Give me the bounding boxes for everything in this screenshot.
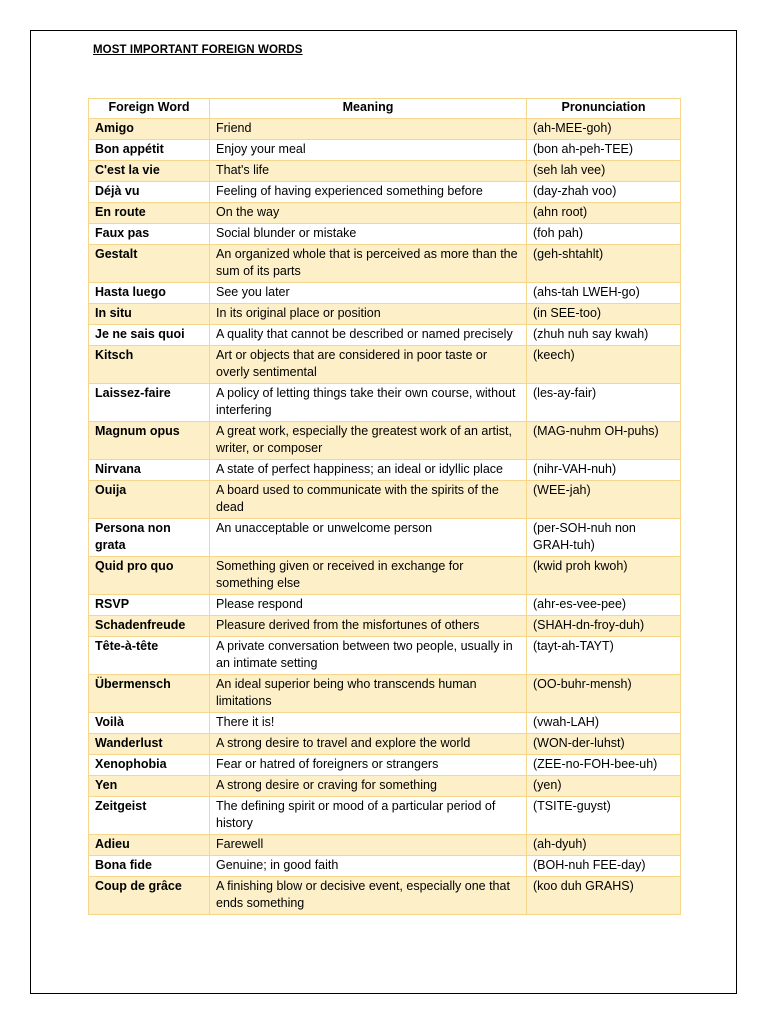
table-row [89,595,681,616]
table-row [89,422,681,460]
cell-foreign-word: C'est la vie [89,161,210,182]
cell-pronunciation: (keech) [527,346,681,384]
cell-meaning: An ideal superior being who transcends human limitations [210,675,527,713]
cell-pronunciation: (nihr-VAH-nuh) [527,460,681,481]
cell-meaning: On the way [210,203,527,224]
cell-meaning: See you later [210,283,527,304]
cell-foreign-word: Schadenfreude [89,616,210,637]
table-row [89,835,681,856]
table-row [89,675,681,713]
cell-meaning: Enjoy your meal [210,140,527,161]
cell-foreign-word: Ouija [89,481,210,519]
cell-foreign-word: Persona non grata [89,519,210,557]
cell-meaning: A quality that cannot be described or named precisely [210,325,527,346]
cell-meaning: In its original place or position [210,304,527,325]
table-row [89,481,681,519]
table-row [89,616,681,637]
cell-meaning: There it is! [210,713,527,734]
cell-meaning: A board used to communicate with the spirits of the dead [210,481,527,519]
cell-pronunciation: (vwah-LAH) [527,713,681,734]
cell-foreign-word: Hasta luego [89,283,210,304]
cell-pronunciation: (koo duh GRAHS) [527,877,681,915]
table-row [89,776,681,797]
cell-foreign-word: Wanderlust [89,734,210,755]
cell-pronunciation: (foh pah) [527,224,681,245]
cell-meaning: Please respond [210,595,527,616]
header-pronunciation: Pronunciation [527,99,681,119]
cell-foreign-word: Bona fide [89,856,210,877]
table-row [89,877,681,915]
cell-foreign-word: Je ne sais quoi [89,325,210,346]
table-row [89,304,681,325]
cell-pronunciation: (tayt-ah-TAYT) [527,637,681,675]
table-row [89,283,681,304]
table-row [89,119,681,140]
cell-pronunciation: (yen) [527,776,681,797]
cell-meaning: The defining spirit or mood of a particular period of history [210,797,527,835]
cell-foreign-word: Adieu [89,835,210,856]
cell-foreign-word: In situ [89,304,210,325]
table-row [89,325,681,346]
cell-meaning: Feeling of having experienced something before [210,182,527,203]
cell-foreign-word: Faux pas [89,224,210,245]
cell-foreign-word: Quid pro quo [89,557,210,595]
cell-foreign-word: RSVP [89,595,210,616]
cell-pronunciation: (ah-MEE-goh) [527,119,681,140]
cell-pronunciation: (SHAH-dn-froy-duh) [527,616,681,637]
cell-foreign-word: Xenophobia [89,755,210,776]
cell-pronunciation: (OO-buhr-mensh) [527,675,681,713]
cell-meaning: A state of perfect happiness; an ideal or idyllic place [210,460,527,481]
cell-meaning: Something given or received in exchange for something else [210,557,527,595]
table-row [89,224,681,245]
cell-foreign-word: Déjà vu [89,182,210,203]
table-row [89,797,681,835]
cell-pronunciation: (geh-shtahlt) [527,245,681,283]
cell-meaning: A strong desire or craving for something [210,776,527,797]
cell-foreign-word: Amigo [89,119,210,140]
cell-meaning: Fear or hatred of foreigners or strangers [210,755,527,776]
cell-foreign-word: Yen [89,776,210,797]
cell-meaning: Social blunder or mistake [210,224,527,245]
cell-pronunciation: (ZEE-no-FOH-bee-uh) [527,755,681,776]
cell-foreign-word: Zeitgeist [89,797,210,835]
cell-meaning: Genuine; in good faith [210,856,527,877]
cell-pronunciation: (bon ah-peh-TEE) [527,140,681,161]
table-row [89,460,681,481]
cell-meaning: That's life [210,161,527,182]
cell-pronunciation: (WON-der-luhst) [527,734,681,755]
cell-foreign-word: Nirvana [89,460,210,481]
cell-meaning: A private conversation between two people, usually in an intimate setting [210,637,527,675]
cell-pronunciation: (kwid proh kwoh) [527,557,681,595]
table-row [89,755,681,776]
cell-meaning: A finishing blow or decisive event, especially one that ends something [210,877,527,915]
cell-foreign-word: Magnum opus [89,422,210,460]
table-row [89,182,681,203]
cell-pronunciation: (in SEE-too) [527,304,681,325]
cell-foreign-word: Übermensch [89,675,210,713]
cell-pronunciation: (ahr-es-vee-pee) [527,595,681,616]
table-row [89,557,681,595]
cell-meaning: A policy of letting things take their own course, without interfering [210,384,527,422]
cell-pronunciation: (TSITE-guyst) [527,797,681,835]
cell-meaning: Friend [210,119,527,140]
cell-meaning: An unacceptable or unwelcome person [210,519,527,557]
cell-foreign-word: Gestalt [89,245,210,283]
cell-pronunciation: (les-ay-fair) [527,384,681,422]
table-row [89,161,681,182]
cell-pronunciation: (per-SOH-nuh non GRAH-tuh) [527,519,681,557]
document-title: MOST IMPORTANT FOREIGN WORDS [93,44,303,56]
cell-foreign-word: Laissez-faire [89,384,210,422]
cell-pronunciation: (day-zhah voo) [527,182,681,203]
table-row [89,203,681,224]
cell-foreign-word: Voilà [89,713,210,734]
cell-pronunciation: (ahs-tah LWEH-go) [527,283,681,304]
header-meaning: Meaning [210,99,527,119]
cell-meaning: Pleasure derived from the misfortunes of others [210,616,527,637]
table-row [89,519,681,557]
cell-pronunciation: (WEE-jah) [527,481,681,519]
cell-meaning: Art or objects that are considered in poor taste or overly sentimental [210,346,527,384]
cell-pronunciation: (zhuh nuh say kwah) [527,325,681,346]
cell-pronunciation: (BOH-nuh FEE-day) [527,856,681,877]
cell-meaning: A great work, especially the greatest work of an artist, writer, or composer [210,422,527,460]
cell-foreign-word: Bon appétit [89,140,210,161]
cell-foreign-word: Coup de grâce [89,877,210,915]
table-row [89,245,681,283]
table-row [89,140,681,161]
cell-meaning: An organized whole that is perceived as more than the sum of its parts [210,245,527,283]
cell-pronunciation: (ahn root) [527,203,681,224]
cell-foreign-word: Kitsch [89,346,210,384]
cell-pronunciation: (ah-dyuh) [527,835,681,856]
header-foreign-word: Foreign Word [89,99,210,119]
table-row [89,734,681,755]
table-row [89,346,681,384]
table-row [89,856,681,877]
cell-foreign-word: En route [89,203,210,224]
cell-pronunciation: (MAG-nuhm OH-puhs) [527,422,681,460]
document-page [30,30,737,994]
table-row [89,637,681,675]
cell-pronunciation: (seh lah vee) [527,161,681,182]
table-header-row [89,99,681,119]
cell-meaning: A strong desire to travel and explore the world [210,734,527,755]
cell-meaning: Farewell [210,835,527,856]
table-row [89,713,681,734]
table-row [89,384,681,422]
table-body [89,119,681,915]
cell-foreign-word: Tête-à-tête [89,637,210,675]
foreign-words-table [88,98,681,915]
